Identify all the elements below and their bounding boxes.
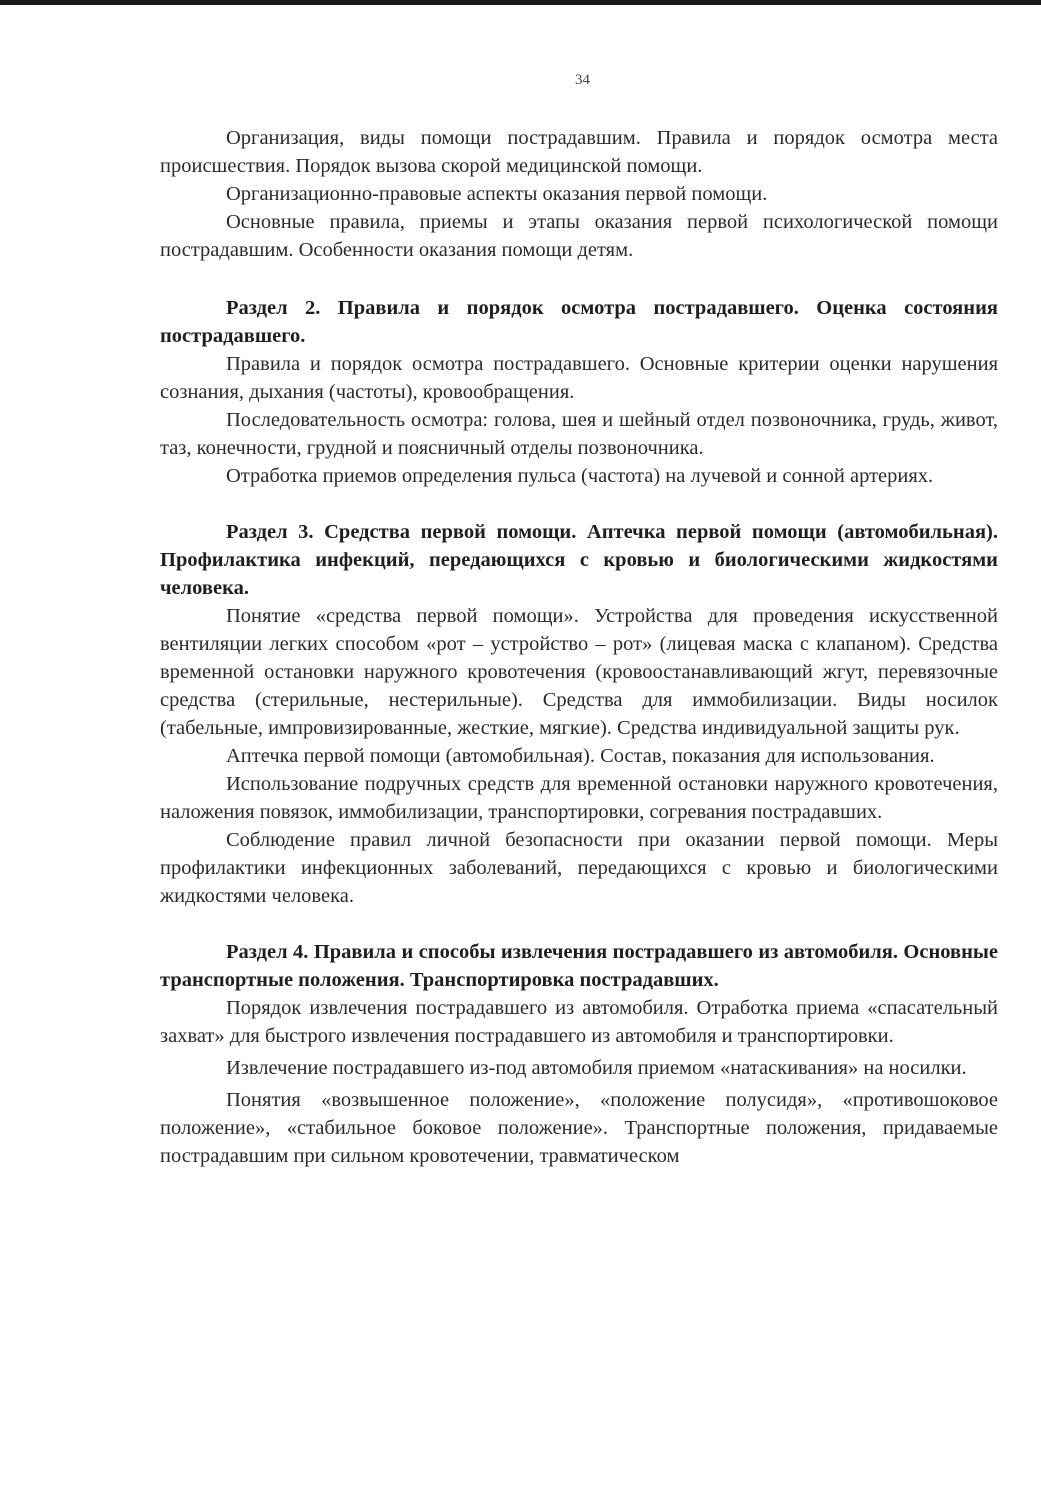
section-4 [160,938,998,1170]
section-heading: Раздел 3. Средства первой помощи. Аптечка первой помощи (автомобильная). Профилактика инфекций, передающихся с кровью и биологическими жидкостями человека. [160,521,998,599]
section-3 [160,518,998,910]
paragraph: Последовательность осмотра: голова, шея и шейный отдел позвоночника, грудь, живот, таз, конечности, грудной и поясничный отделы позвоночника. [160,409,998,459]
paragraph: Правила и порядок осмотра пострадавшего. Основные критерии оценки нарушения сознания, дыхания (частоты), кровообращения. [160,353,998,403]
paragraph: Понятия «возвышенное положение», «положение полусидя», «противошоковое положение», «стабильное боковое положение». Транспортные положения, придаваемые пострадавшим при сильном кровотечении, травматическом [160,1089,998,1167]
paragraph: Соблюдение правил личной безопасности при оказании первой помощи. Меры профилактики инфекционных заболеваний, передающихся с кровью и биологическими жидкостями человека. [160,829,998,907]
paragraph: Порядок извлечения пострадавшего из автомобиля. Отработка приема «спасательный захват» для быстрого извлечения пострадавшего из автомобиля и транспортировки. [160,997,998,1047]
section-2 [160,294,998,490]
page-number: 34 [575,72,590,88]
paragraph: Аптечка первой помощи (автомобильная). Состав, показания для использования. [226,745,935,767]
intro-section [160,124,998,264]
document-body [160,124,998,1190]
scan-top-edge [0,0,1041,5]
section-heading: Раздел 2. Правила и порядок осмотра пострадавшего. Оценка состояния пострадавшего. [160,297,998,347]
paragraph: Извлечение пострадавшего из-под автомобиля приемом «натаскивания» на носилки. [226,1057,967,1079]
paragraph: Организационно-правовые аспекты оказания первой помощи. [226,183,768,205]
section-heading: Раздел 4. Правила и способы извлечения пострадавшего из автомобиля. Основные транспортные положения. Транспортировка пострадавших. [160,941,998,991]
paragraph: Организация, виды помощи пострадавшим. Правила и порядок осмотра места происшествия. Порядок вызова скорой медицинской помощи. [160,127,998,177]
paragraph: Понятие «средства первой помощи». Устройства для проведения искусственной вентиляции легких способом «рот – устройство – рот» (лицевая маска с клапаном). Средства временной остановки наружного кровотечения (кровоостанавливающий жгут, перевязочные средства (стерильные, нестерильные). Средства для иммобилизации. Виды носилок (табельные, импровизированные, жесткие, мягкие). Средства индивидуальной защиты рук. [160,605,998,739]
paragraph: Отработка приемов определения пульса (частота) на лучевой и сонной артериях. [226,465,934,487]
paragraph: Использование подручных средств для временной остановки наружного кровотечения, наложения повязок, иммобилизации, транспортировки, согревания пострадавших. [160,773,998,823]
paragraph: Основные правила, приемы и этапы оказания первой психологической помощи пострадавшим. Особенности оказания помощи детям. [160,211,998,261]
